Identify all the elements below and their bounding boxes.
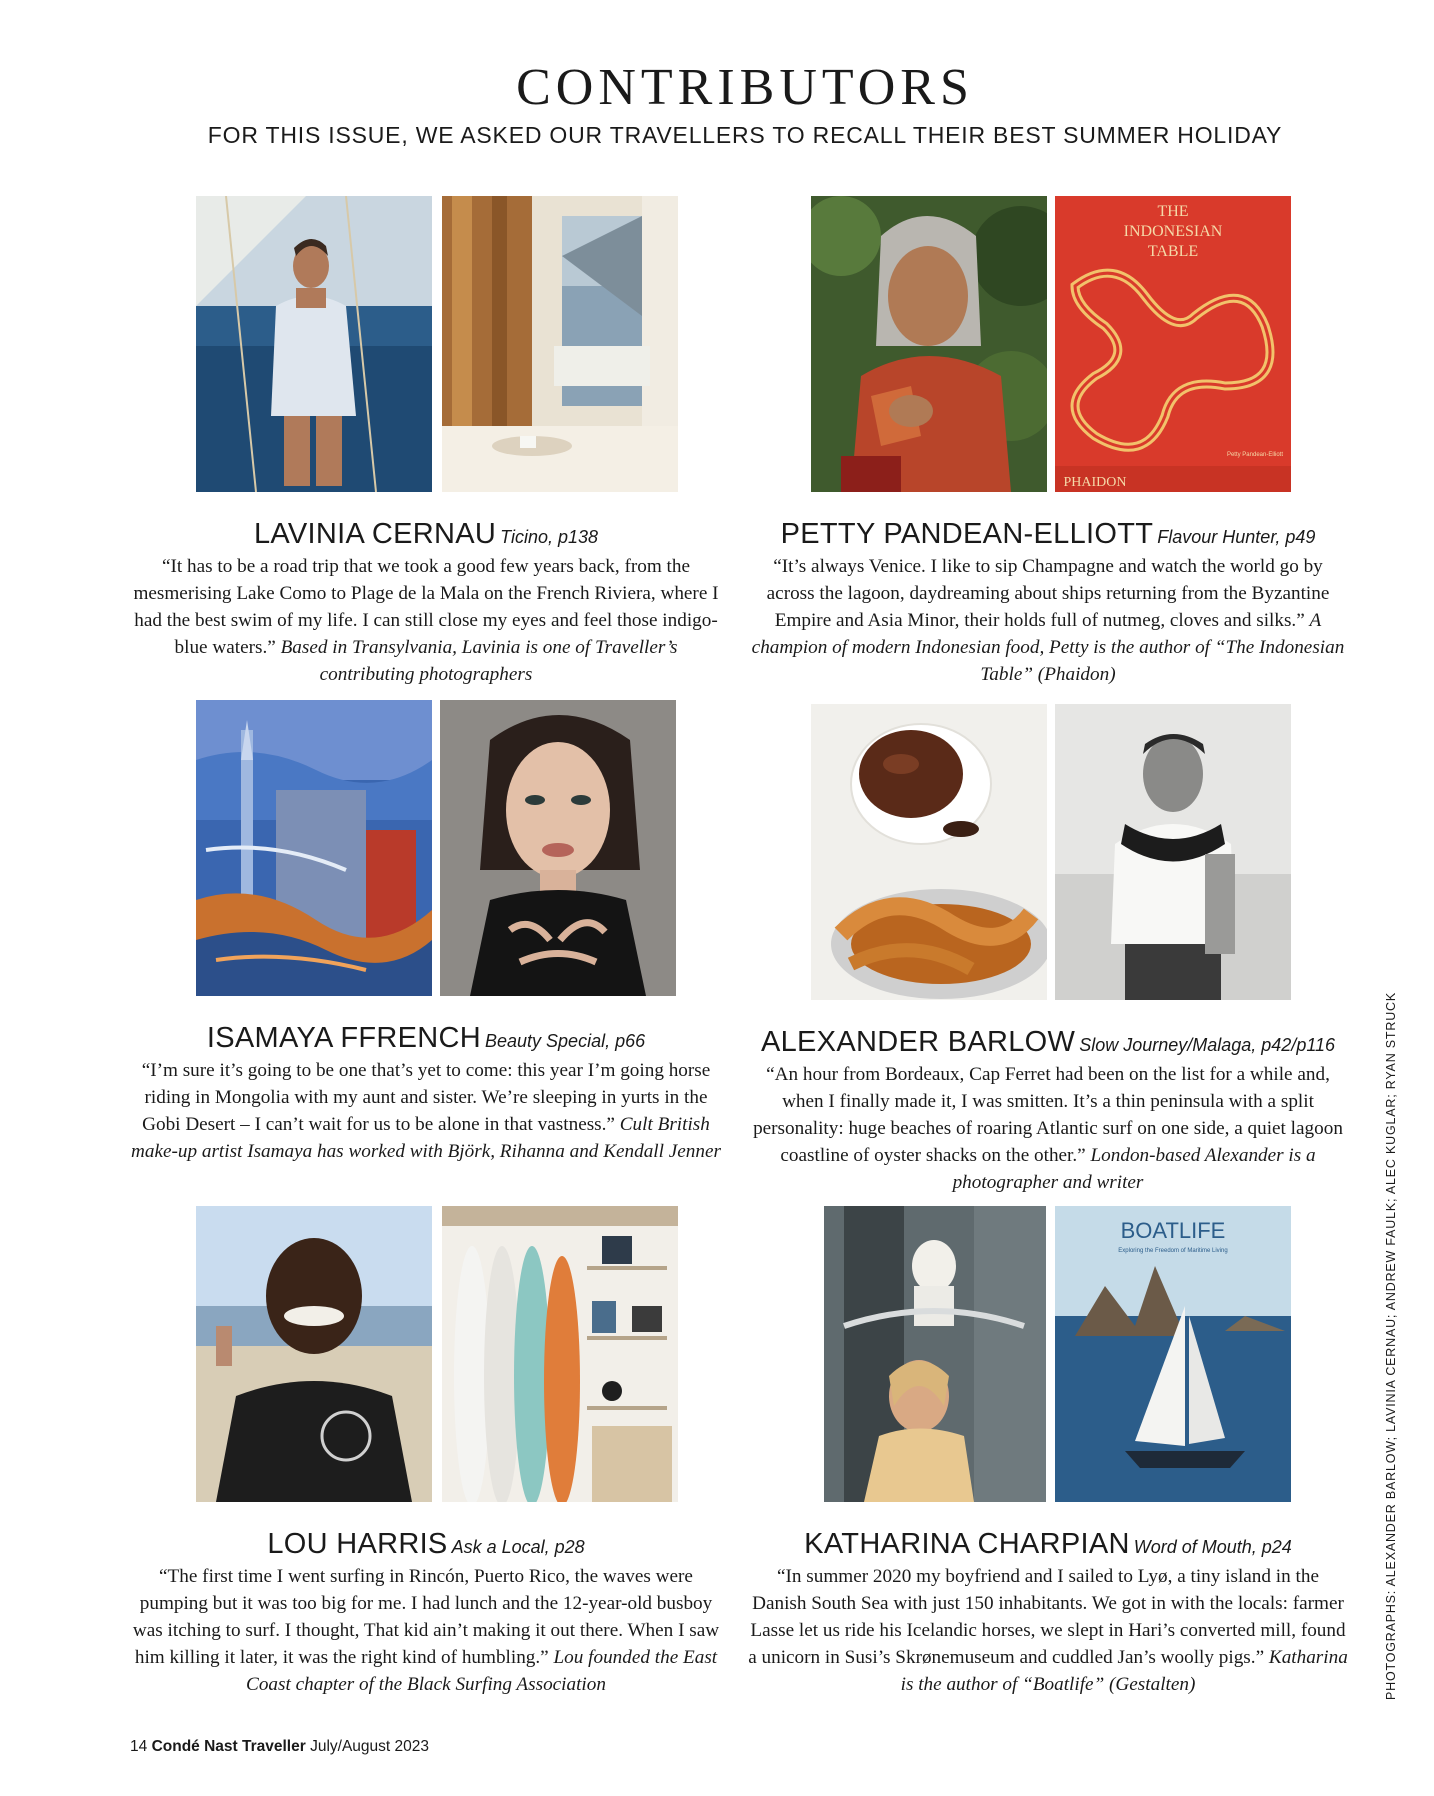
contributor-bio: Based in Transylvania, Lavinia is one of Traveller’s contributing photographers bbox=[280, 637, 678, 685]
photo-credit-container bbox=[1384, 992, 1404, 1700]
contributor-card-alexander bbox=[748, 704, 1348, 1196]
indonesian-table-book-cover bbox=[1055, 196, 1291, 492]
isamaya-portrait-photo bbox=[440, 700, 676, 996]
contributor-card-katharina bbox=[748, 1206, 1348, 1698]
book-author: Petty Pandean-Elliott bbox=[1226, 452, 1284, 458]
contributor-tag: Word of Mouth, p24 bbox=[1133, 1537, 1292, 1557]
contributor-quote-block bbox=[748, 1061, 1348, 1196]
sailing-portrait-photo bbox=[196, 196, 432, 492]
contributor-card-isamaya bbox=[126, 700, 726, 1165]
churros-chocolate-photo bbox=[811, 704, 1047, 1000]
contributor-quote: “An hour from Bordeaux, Cap Ferret had been on the list for a while and, when I finally made it, I was smitten. It’s a thin peninsula with a split personality: huge beaches of roaring Atlantic surf on one side, a quiet lagoon coastline of oyster shacks on the other.” bbox=[753, 1064, 1343, 1166]
contributor-card-lavinia bbox=[126, 196, 726, 688]
contributor-bio: Lou founded the East Coast chapter of the Black Surfing Association bbox=[246, 1647, 718, 1695]
contributor-card-lou bbox=[126, 1206, 726, 1698]
contributor-quote-block bbox=[126, 1563, 726, 1698]
book-title-line1: THE bbox=[1157, 203, 1189, 220]
photo-credit: PHOTOGRAPHS: ALEXANDER BARLOW; LAVINIA CERNAU; ANDREW FAULK; ALEC KUGLAR; RYAN STRUCK bbox=[1384, 992, 1398, 1700]
contributor-name: ISAMAYA FFRENCH bbox=[206, 1022, 481, 1054]
contributor-quote: “It’s always Venice. I like to sip Champagne and watch the world go by across the lagoon, daydreaming about ships returning from the Byzantine Empire and Asia Minor, their holds full of nutmeg, cloves and silks.” bbox=[766, 556, 1330, 631]
contributor-bio: London-based Alexander is a photographer and writer bbox=[952, 1145, 1316, 1193]
contributor-quote: “It has to be a road trip that we took a good few years back, from the mesmerising Lake Como to Plage de la Mala on the French Riviera, where I had the best swim of my life. I can still close my eyes and feel those indigo-blue waters.” bbox=[133, 556, 719, 658]
tokyo-skyline-painting-photo bbox=[196, 700, 432, 996]
lou-portrait-photo bbox=[196, 1206, 432, 1502]
contributor-tag: Ask a Local, p28 bbox=[451, 1537, 585, 1557]
surf-shop-photo bbox=[442, 1206, 678, 1502]
book-title: BOATLIFE bbox=[1120, 1218, 1226, 1243]
contributor-quote-block bbox=[126, 1057, 726, 1165]
contributor-name: PETTY PANDEAN-ELLIOTT bbox=[780, 518, 1154, 550]
contributor-quote-block bbox=[126, 553, 726, 688]
contributor-name: LOU HARRIS bbox=[267, 1528, 448, 1560]
katharina-boat-photo bbox=[824, 1206, 1046, 1502]
contributor-bio: A champion of modern Indonesian food, Petty is the author of “The Indonesian Table” (Phaidon) bbox=[751, 610, 1345, 685]
contributor-tag: Slow Journey/Malaga, p42/p116 bbox=[1079, 1035, 1336, 1055]
alexander-portrait-photo bbox=[1055, 704, 1291, 1000]
contributor-quote: “The first time I went surfing in Rincón, Puerto Rico, the waves were pumping but it was too big for me. I had lunch and the 12-year-old busboy was itching to surf. I thought, That kid ain’t making it out there. When I saw him killing it later, it was the right kind of humbling.” bbox=[132, 1566, 720, 1668]
magazine-name: Condé Nast Traveller bbox=[151, 1738, 306, 1755]
book-title-line2: INDONESIAN bbox=[1123, 223, 1223, 240]
contributor-name: KATHARINA CHARPIAN bbox=[804, 1528, 1130, 1560]
book-publisher: PHAIDON bbox=[1063, 475, 1127, 490]
issue-date: July/August 2023 bbox=[310, 1738, 429, 1755]
page-subtitle: FOR THIS ISSUE, WE ASKED OUR TRAVELLERS TO RECALL THEIR BEST SUMMER HOLIDAY bbox=[207, 122, 1283, 148]
contributor-quote: “In summer 2020 my boyfriend and I sailed to Lyø, a tiny island in the Danish South Sea with just 150 inhabitants. We got in with the locals: farmer Lasse let us ride his Icelandic horses, we slept in Hari’s converted mill, found a unicorn in Susi’s Skrønemuseum and cuddled Jan’s woolly pigs.” bbox=[748, 1566, 1346, 1668]
contributor-tag: Beauty Special, p66 bbox=[485, 1031, 646, 1051]
page-number: 14 bbox=[130, 1738, 148, 1755]
contributor-name: LAVINIA CERNAU bbox=[253, 518, 497, 550]
boatlife-book-cover bbox=[1055, 1206, 1291, 1502]
book-title-line3: TABLE bbox=[1147, 243, 1199, 260]
page-title: CONTRIBUTORS bbox=[516, 59, 974, 116]
contributor-quote-block bbox=[748, 553, 1348, 688]
contributor-bio: Cult British make-up artist Isamaya has worked with Björk, Rihanna and Kendall Jenner bbox=[131, 1114, 721, 1162]
hotel-room-photo bbox=[442, 196, 678, 492]
book-subtitle: Exploring the Freedom of Maritime Living bbox=[1118, 1248, 1228, 1254]
contributor-tag: Ticino, p138 bbox=[500, 527, 599, 547]
contributor-tag: Flavour Hunter, p49 bbox=[1157, 527, 1316, 547]
contributor-quote-block bbox=[748, 1563, 1348, 1698]
petty-portrait-photo bbox=[811, 196, 1047, 492]
page-footer bbox=[130, 1738, 429, 1756]
contributor-quote: “I’m sure it’s going to be one that’s yet to come: this year I’m going horse riding in Mongolia with my aunt and sister. We’re sleeping in yurts in the Gobi Desert – I can’t wait for us to be alone in that vastness.” bbox=[141, 1060, 711, 1135]
contributor-bio: Katharina is the author of “Boatlife” (Gestalten) bbox=[900, 1647, 1348, 1695]
contributor-name: ALEXANDER BARLOW bbox=[760, 1026, 1076, 1058]
contributor-card-petty bbox=[748, 196, 1348, 688]
